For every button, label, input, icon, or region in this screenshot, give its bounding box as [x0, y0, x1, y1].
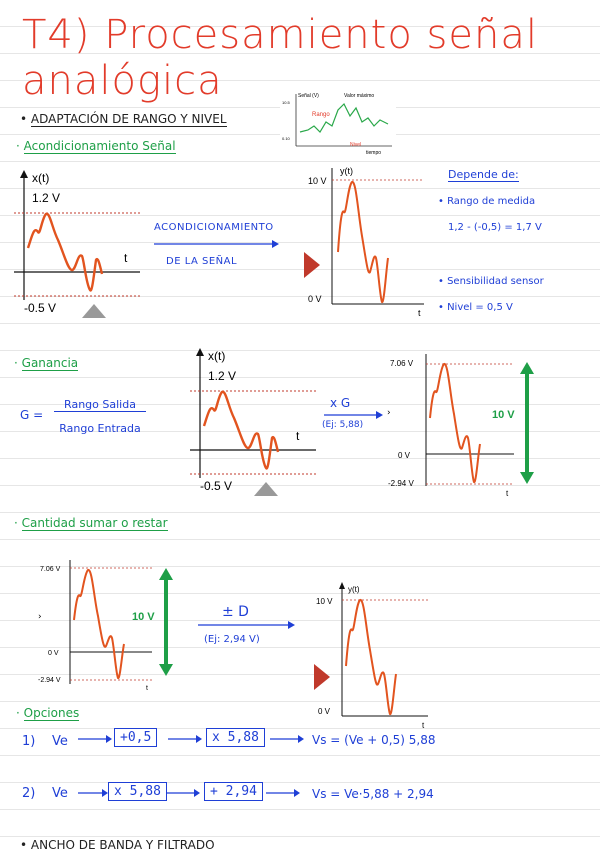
chart4-lo: -2.94 V — [388, 479, 414, 488]
input-signal-chart-2 — [186, 344, 320, 494]
formula-den: Rango Entrada — [59, 422, 141, 435]
chart2-lo: 0 V — [308, 294, 322, 304]
chart1-lo: -0.5 V — [24, 301, 57, 315]
section1-subheading: · Acondicionamiento Señal — [16, 139, 176, 153]
chart6-hi: 10 V — [316, 597, 333, 606]
chart5-span: 10 V — [132, 611, 155, 623]
chart6-xlabel: t — [422, 721, 425, 730]
depende-label: Depende de: — [448, 168, 519, 181]
sensibilidad-text: Sensibilidad sensor — [447, 276, 544, 287]
mini-annot-max: Valor máximo — [344, 93, 375, 99]
nivel-text: Nivel = 0,5 V — [447, 302, 513, 313]
arrow-right-icon — [266, 788, 300, 798]
chart2-ylabel: y(t) — [340, 166, 353, 176]
opt2-ve: Ve — [52, 786, 68, 801]
opt1-ve: Ve — [52, 734, 68, 749]
opt1-result: Vs = (Ve + 0,5) 5,88 — [312, 733, 436, 747]
mini-annot-rango: Rango — [312, 112, 330, 118]
arrow-right-icon — [78, 788, 108, 798]
mini-tick-lo: 0.10 — [282, 136, 290, 141]
arrow-right-icon — [152, 238, 280, 250]
page-title: T4) Procesamiento señal analógica — [22, 12, 538, 104]
section1-heading-text: ADAPTACIÓN DE RANGO Y NIVEL — [30, 112, 227, 126]
small-arrow-marker: › — [387, 408, 391, 418]
chart6-lo: 0 V — [318, 707, 331, 716]
opt2-box1: x 5,88 — [108, 782, 167, 801]
chart4-xlabel: t — [506, 489, 509, 498]
chart3-ylabel: x(t) — [208, 349, 226, 363]
mini-ylabel: Señal (V) — [298, 93, 319, 99]
mini-tick-hi: 10.5 — [282, 100, 290, 105]
chart5-xlabel: t — [146, 685, 148, 692]
input-signal-chart-3 — [36, 556, 182, 696]
chart1-xlabel: t — [124, 251, 128, 265]
section1-subheading-text: Acondicionamiento Señal — [23, 139, 176, 153]
output-signal-chart-1 — [302, 162, 432, 318]
opt2-num: 2) — [22, 786, 36, 801]
input-signal-chart-1 — [10, 166, 144, 316]
chart6-ylabel: y(t) — [348, 585, 360, 594]
arrow3-label-bottom: (Ej: 2,94 V) — [204, 634, 260, 645]
chart1-ylabel: x(t) — [32, 171, 50, 185]
arrow-right-icon — [196, 620, 296, 630]
chart4-mid: 0 V — [398, 451, 411, 460]
pointer-triangle-icon — [80, 300, 110, 320]
arrow1-label-top: ACONDICIONAMIENTO — [154, 222, 274, 233]
rango-medida-item: • Rango de medida — [438, 196, 536, 207]
opt1-box1: +0,5 — [114, 728, 157, 747]
section3-heading-text: Cantidad sumar o restar — [21, 516, 168, 530]
arrow-right-icon — [322, 410, 384, 420]
chart4-hi: 7.06 V — [390, 359, 414, 368]
chart2-hi: 10 V — [308, 176, 327, 186]
section4-heading: · Opciones — [16, 706, 80, 720]
mini-annot-nivel: Nivel — [350, 142, 362, 148]
chart5-lo: -2.94 V — [38, 677, 61, 684]
arrow-right-icon — [78, 734, 112, 744]
sensibilidad-item: • Sensibilidad sensor — [438, 276, 544, 287]
chart3-hi: 1.2 V — [208, 369, 237, 383]
pointer-triangle-icon — [252, 478, 282, 498]
nivel-item: • Nivel = 0,5 V — [438, 302, 513, 313]
arrow-right-icon — [166, 788, 200, 798]
output-signal-chart-3 — [312, 580, 434, 732]
opt1-box2: x 5,88 — [206, 728, 265, 747]
chart4-span: 10 V — [492, 409, 515, 421]
arrow-right-icon — [168, 734, 202, 744]
formula-num: Rango Salida — [54, 398, 146, 412]
section2-heading: · Ganancia — [14, 356, 79, 370]
chart2-xlabel: t — [418, 308, 421, 318]
section2-heading-text: Ganancia — [21, 356, 79, 370]
calc-rango: 1,2 - (-0,5) = 1,7 V — [448, 222, 542, 233]
arrow1-label-bottom: DE LA SEÑAL — [166, 256, 238, 267]
opt2-box2: + 2,94 — [204, 782, 263, 801]
chart1-hi: 1.2 V — [32, 191, 61, 205]
section5-heading: • ANCHO DE BANDA Y FILTRADO — [20, 838, 215, 852]
opt1-num: 1) — [22, 734, 36, 749]
section1-heading: • ADAPTACIÓN DE RANGO Y NIVEL — [20, 112, 227, 126]
output-signal-chart-2 — [384, 348, 538, 498]
mini-signal-chart — [280, 88, 396, 156]
chart3-lo: -0.5 V — [200, 479, 233, 493]
chart5-hi: 7.06 V — [40, 566, 61, 573]
formula-g: G = — [20, 408, 44, 422]
arrow3-label-top: ± D — [222, 604, 249, 620]
opt2-result: Vs = Ve·5,88 + 2,94 — [312, 787, 434, 801]
rango-medida-text: Rango de medida — [447, 196, 536, 207]
arrow2-label-bottom: (Ej: 5,88) — [322, 420, 364, 430]
section3-heading: · Cantidad sumar o restar — [14, 516, 168, 530]
chart5-mid: 0 V — [48, 650, 59, 657]
arrow-right-icon — [270, 734, 304, 744]
mini-xlabel: tiempo — [366, 150, 382, 156]
arrow2-label-top: x G — [330, 396, 351, 410]
chart3-xlabel: t — [296, 429, 300, 443]
section5-heading-text: ANCHO DE BANDA Y FILTRADO — [30, 838, 215, 852]
section4-heading-text: Opciones — [23, 706, 80, 720]
small-arrow-marker-2: › — [38, 612, 42, 622]
